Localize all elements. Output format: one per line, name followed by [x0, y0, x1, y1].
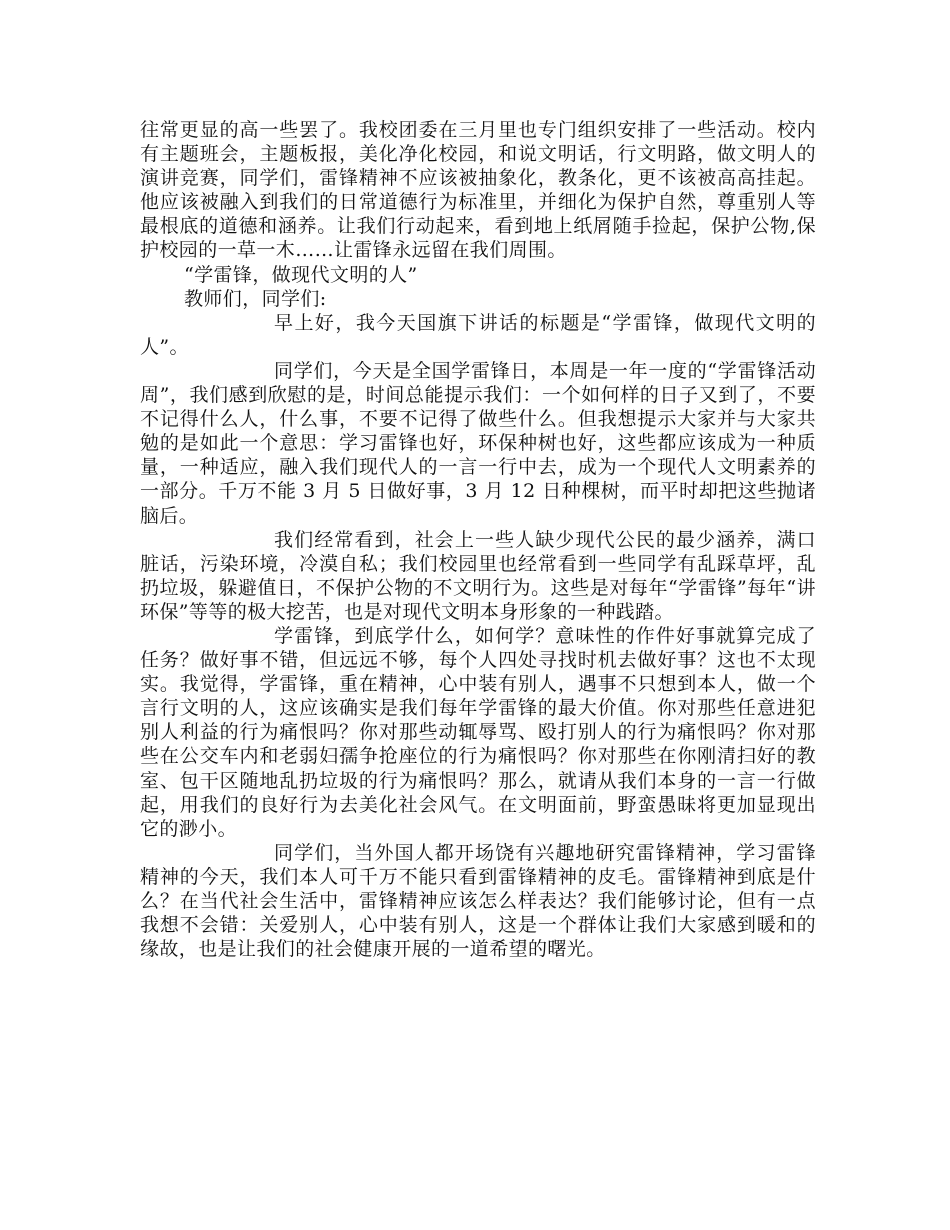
- document-body: [140, 118, 816, 961]
- paragraph-uncivil-behavior: 我们经常看到，社会上一些人缺少现代公民的最少涵养，满口脏话，污染环境，冷漠自私；我们校园里也经常看到一些同学有乱踩草坪，乱扔垃圾，躲避值日，不保护公物的不文明行为。这些是对每年“学雷锋”每年“讲环保”等等的极大挖苦，也是对现代文明本身形象的一种践踏。: [140, 528, 816, 623]
- paragraph-intro-continuation: 往常更显的高一些罢了。我校团委在三月里也专门组织安排了一些活动。校内有主题班会，主题板报，美化净化校园，和说文明话，行文明路，做文明人的演讲竞赛，同学们，雷锋精神不应该被抽象化，教条化，更不该被高高挂起。他应该被融入到我们的日常道德行为标准里，并细化为保护自然，尊重别人等最根底的道德和涵养。让我们行动起来，看到地上纸屑随手捡起，保护公物,保护校园的一草一木……让雷锋永远留在我们周围。: [140, 119, 816, 262]
- paragraph-how-to-learn: 学雷锋，到底学什么，如何学？意味性的作件好事就算完成了任务？做好事不错，但远远不够，每个人四处寻找时机去做好事？这也不太现实。我觉得，学雷锋，重在精神，心中装有别人，遇事不只想到本人，做一个言行文明的人，这应该确实是我们每年学雷锋的最大价值。你对那些任意进犯别人利益的行为痛恨吗？你对那些动辄辱骂、殴打别人的行为痛恨吗？你对那些在公交车内和老弱妇孺争抢座位的行为痛恨吗？你对那些在你刚清扫好的教室、包干区随地乱扔垃圾的行为痛恨吗？那么，就请从我们本身的一言一行做起，用我们的良好行为去美化社会风气。在文明面前，野蛮愚昧将更加显现出它的渺小。: [140, 624, 816, 840]
- speech-greeting: 早上好，我今天国旗下讲话的标题是“学雷锋，做现代文明的人”。: [140, 311, 816, 358]
- speech-title: “学雷锋，做现代文明的人”: [184, 263, 418, 286]
- speech-salutation: 教师们，同学们:: [184, 287, 327, 310]
- paragraph-conclusion: 同学们，当外国人都开场饶有兴趣地研究雷锋精神，学习雷锋精神的今天，我们本人可千万不能只看到雷锋精神的皮毛。雷锋精神到底是什么？在当代社会生活中，雷锋精神应该怎么样表达？我们能够讨论，但有一点我想不会错：关爱别人，心中装有别人，这是一个群体让我们大家感到暖和的缘故，也是让我们的社会健康开展的一道希望的曙光。: [140, 841, 816, 961]
- paragraph-lei-feng-day: 同学们，今天是全国学雷锋日，本周是一年一度的“学雷锋活动周”，我们感到欣慰的是，时间总能提示我们：一个如何样的日子又到了，不要不记得什么人，什么事，不要不记得了做些什么。但我想提示大家并与大家共勉的是如此一个意思：学习雷锋也好，环保种树也好，这些都应该成为一种质量，一种适应，融入我们现代人的一言一行中去，成为一个现代人文明素养的一部分。千万不能 3 月 5 日做好事，3 月 12 日种棵树，而平时却把这些抛诸脑后。: [140, 359, 816, 527]
